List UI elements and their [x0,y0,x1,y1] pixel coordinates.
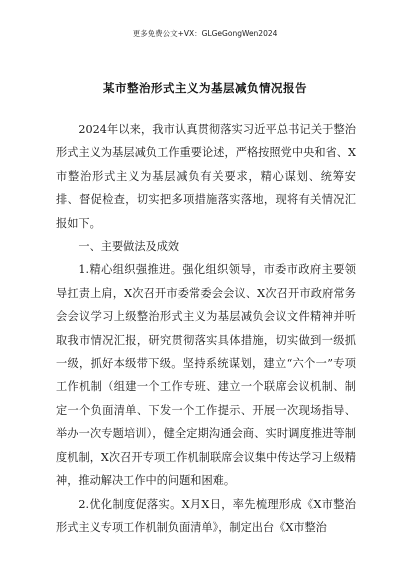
document-body [56,118,356,539]
body-paragraph-1: 1.精心组织强推进。强化组织领导，市委市政府主要领导扛责上肩，X次召开市委常委会会议、X次召开市政府常务会会议学习上级整治形式主义为基层减负会议文件精神并听取我市情况汇报，研究贯彻落实具体措施，切实做到一级抓一级，抓好本级带下级。坚持系统谋划，建立“六个一”专项工作机制（组建一个工作专班、建立一个联席会议机制、制定一个负面清单、下发一个工作提示、开展一次现场指导、举办一次专题培训），健全定期沟通会商、实时调度推进等制度机制，X次召开专项工作机制联席会议集中传达学习上级精神，推动解决工作中的问题和困难。 [56,263,356,488]
section-heading: 一、主要做法及成效 [78,240,180,254]
body-paragraph-2: 2.优化制度促落实。X月X日，率先梳理形成《X市整治形式主义专项工作机制负面清单》，制定出台《X市整治 [56,497,356,534]
document-title: 某市整治形式主义为基层减负情况报告 [103,81,307,95]
intro-paragraph: 2024年以来，我市认真贯彻落实习近平总书记关于整治形式主义为基层减负工作重要论述，严格按照党中央和省、X市整治形式主义为基层减负有关要求，精心谋划、统筹安排、督促检查，切实把多项措施落实落地，现将有关情况汇报如下。 [56,123,356,230]
header-note: 更多免费公文+VX：GLGeGongWen2024 [132,29,278,38]
